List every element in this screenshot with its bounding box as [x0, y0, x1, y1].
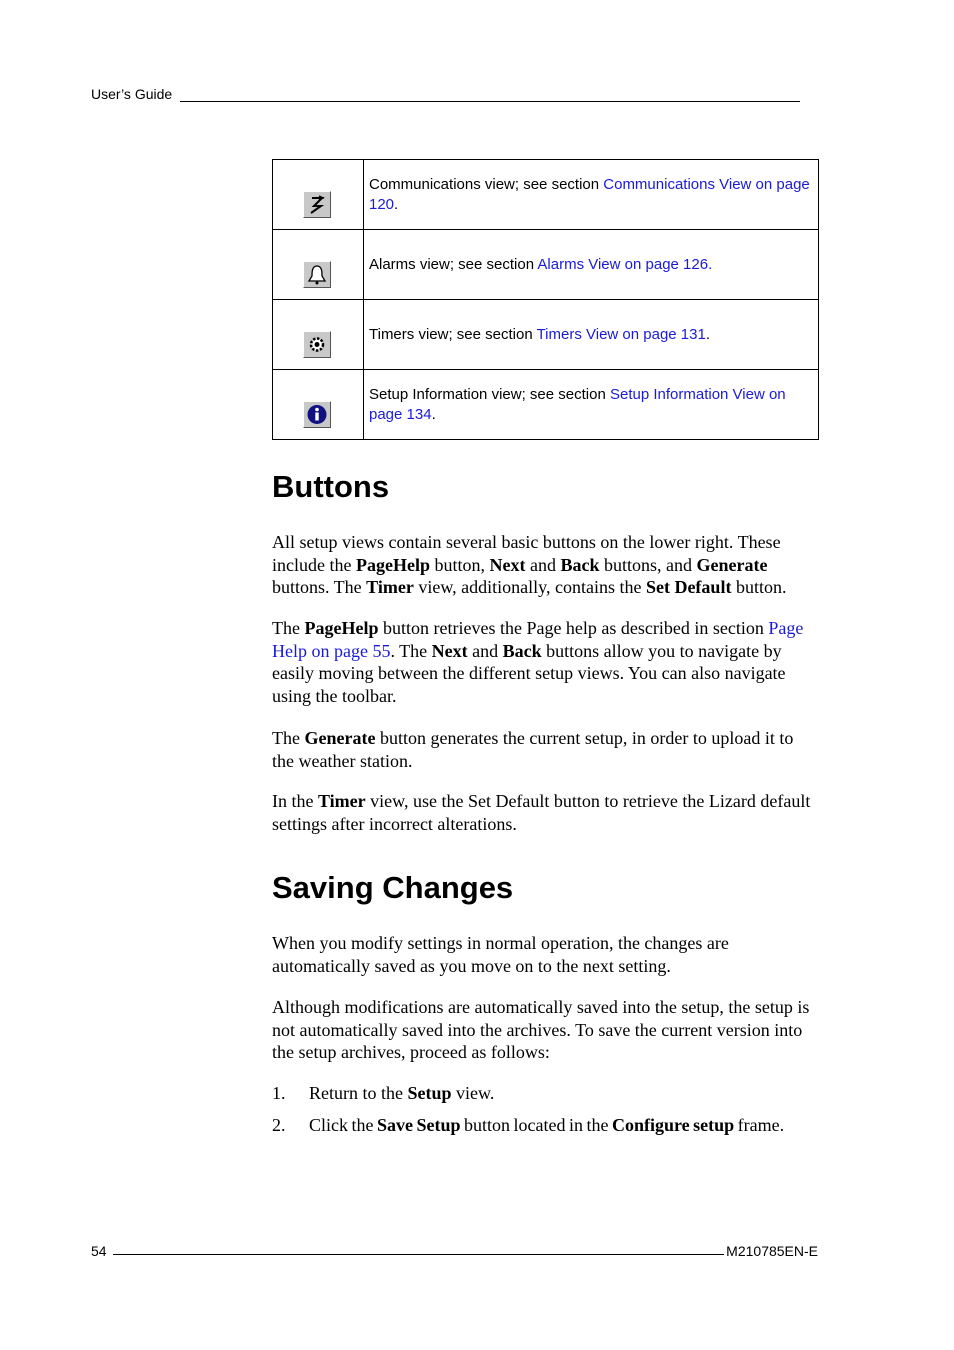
heading-saving-changes: Saving Changes: [272, 870, 514, 905]
alarm-bell-icon: [303, 261, 331, 288]
toolbar-views-table: [272, 159, 819, 440]
header-rule: [180, 87, 800, 102]
paragraph-pagehelp: The PageHelp button retrieves the Page help as described in section Page Help on page 55. The Next and Back buttons allow you to navigate by easily moving between the different setup views. You can also navigate using the toolbar.: [272, 618, 804, 706]
footer-rule: [113, 1243, 725, 1255]
link-timers-view[interactable]: Timers View on page 131: [536, 325, 706, 343]
running-footer: [91, 1243, 818, 1259]
link-communications-view[interactable]: Communications View on page 120: [369, 175, 810, 213]
communications-icon: [303, 191, 331, 218]
paragraph-timer-default: In the Timer view, use the Set Default button to retrieve the Lizard default settings after incorrect alterations.: [272, 791, 811, 834]
table-row: [273, 300, 819, 370]
document-code: M210785EN-E: [726, 1243, 818, 1259]
info-icon: [303, 401, 331, 428]
header-title: User’s Guide: [91, 86, 173, 102]
link-setup-information-view[interactable]: Setup Information View on page 134: [369, 385, 786, 423]
paragraph-generate: The Generate button generates the current setup, in order to upload it to the weather station.: [272, 728, 794, 771]
paragraph-saving-archives: Although modifications are automatically saved into the setup, the setup is not automatically saved into the archives. To save the current version into the setup archives, proceed as follows:: [272, 997, 810, 1062]
table-cell-description: Communications view; see section Communications View on page 120.: [364, 160, 819, 230]
table-row: [273, 160, 819, 230]
table-row: [273, 370, 819, 440]
heading-buttons: Buttons: [272, 469, 390, 504]
paragraph-saving-auto: When you modify settings in normal operation, the changes are automatically saved as you move on to the next setting.: [272, 933, 729, 976]
timer-gear-icon: [303, 331, 331, 358]
page-number: 54: [91, 1243, 107, 1259]
table-cell-description: Timers view; see section Timers View on page 131.: [364, 300, 819, 370]
link-page-help[interactable]: Page Help on page 55: [272, 618, 804, 661]
table-row: [273, 230, 819, 300]
table-cell-description: Alarms view; see section Alarms View on page 126.: [364, 230, 819, 300]
paragraph-buttons-intro: All setup views contain several basic buttons on the lower right. These include the PageHelp button, Next and Back buttons, and Generate buttons. The Timer view, additionally, contains the Set Default button.: [272, 532, 787, 597]
table-cell-description: Setup Information view; see section Setup Information View on page 134.: [364, 370, 819, 440]
running-header: [91, 86, 811, 102]
link-alarms-view[interactable]: Alarms View on page 126.: [537, 255, 713, 273]
